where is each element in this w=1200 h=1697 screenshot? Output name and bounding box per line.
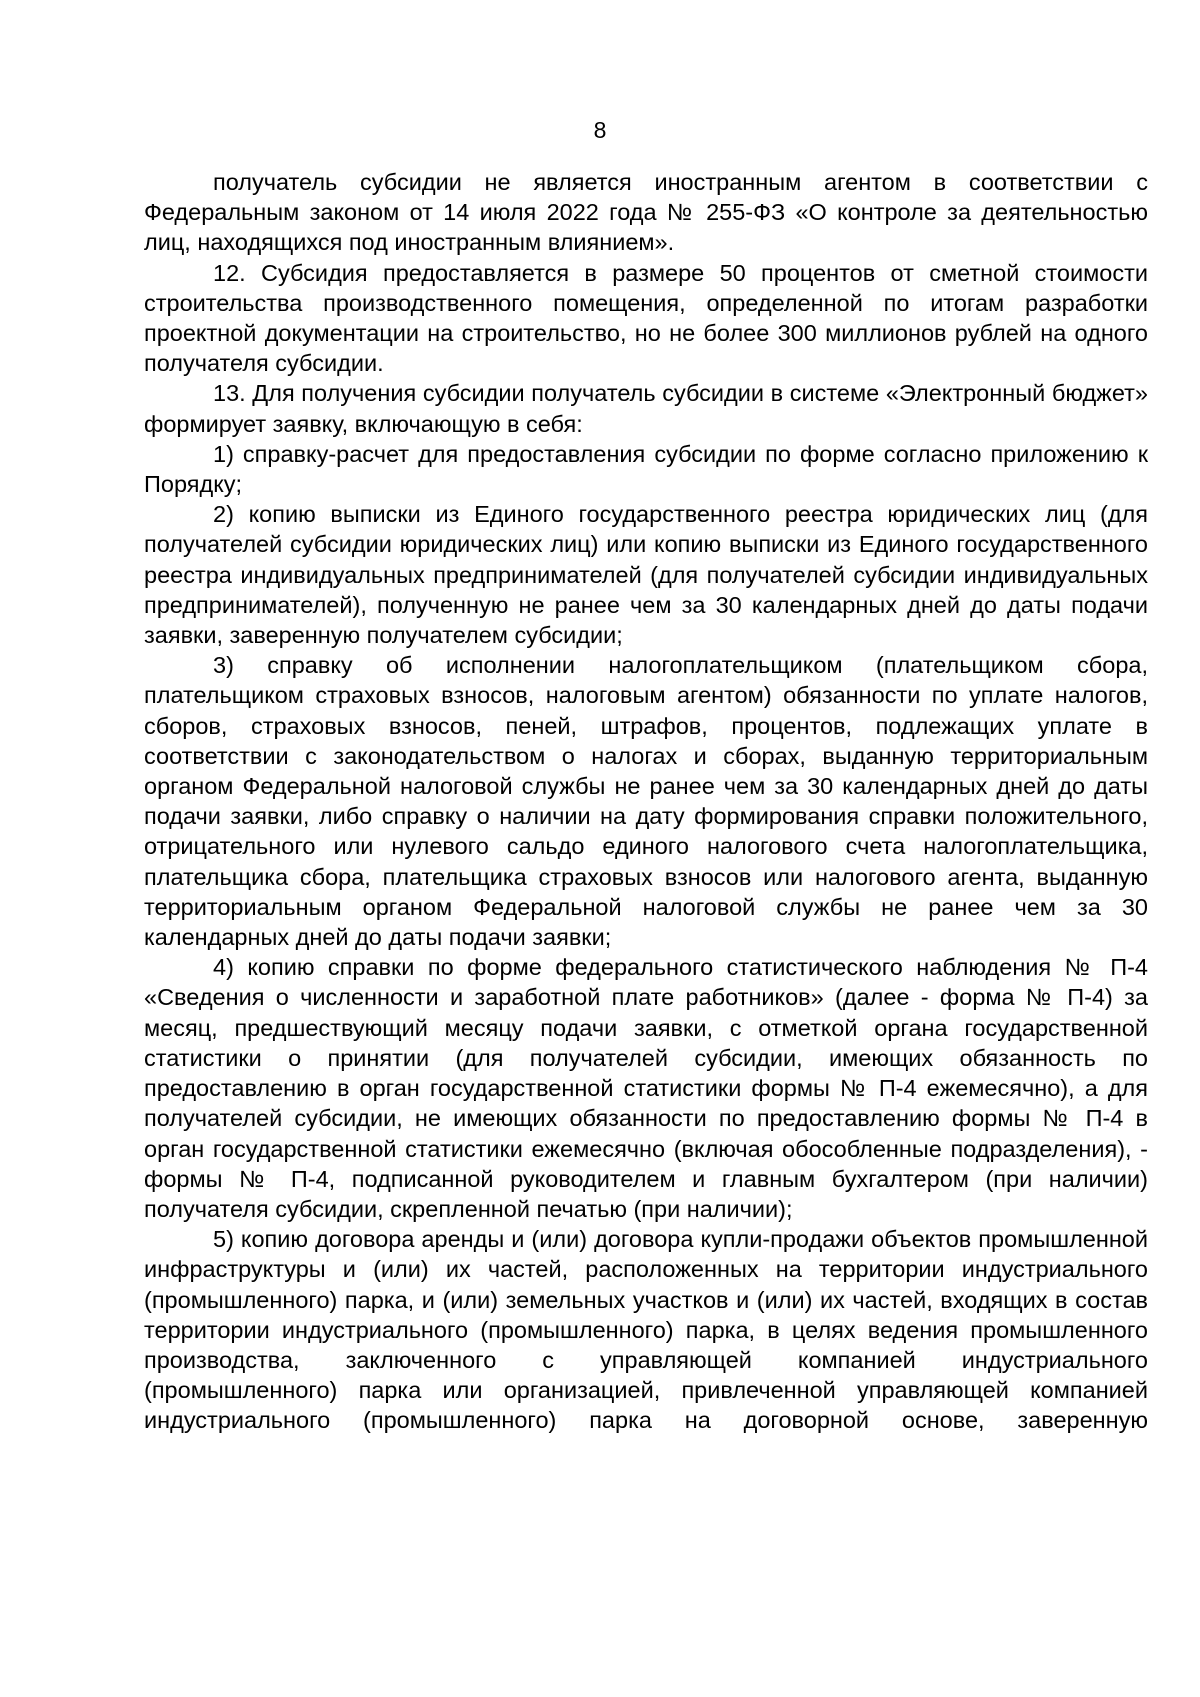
list-item-2-registry-extract: 2) копию выписки из Единого государственного реестра юридических лиц (для получателей субсидии юридических лиц) или копию выписки из Единого государственного реестра индивидуальных предпринимателей (для получателей субсидии индивидуальных предпринимателей), полученную не ранее чем за 30 календарных дней до даты подачи заявки, заверенную получателем субсидии; [144,501,1148,649]
page-number: 8 [593,117,607,143]
list-item-3-tax-certificate: 3) справку об исполнении налогоплательщиком (плательщиком сбора, плательщиком страховых взносов, налоговым агентом) обязанности по уплате налогов, сборов, страховых взносов, пеней, штрафов, процентов, подлежащих уплате в соответствии с законодательством о налогах и сборах, выданную территориальным органом Федеральной налоговой службы не ранее чем за 30 календарных дней до даты подачи заявки, либо справку о наличии на дату формирования справки положительного, отрицательного или нулевого сальдо единого налогового счета налогоплательщика, плательщика сбора, плательщика страховых взносов или налогового агента, выданную территориальным органом Федеральной налоговой службы не ранее чем за 30 календарных дней до даты подачи заявки; [144,652,1148,951]
list-item-4-statistics-form: 4) копию справки по форме федерального статистического наблюдения № П-4 «Сведения о численности и заработной плате работников» (далее - форма № П-4) за месяц, предшествующий месяцу подачи заявки, с отметкой органа государственной статистики о принятии (для получателей субсидии, имеющих обязанность по предоставлению в орган государственной статистики формы № П-4 ежемесячно), а для получателей субсидии, не имеющих обязанности по предоставлению формы № П-4 в орган государственной статистики ежемесячно (включая обособленные подразделения), - формы № П-4, подписанной руководителем и главным бухгалтером (при наличии) получателя субсидии, скрепленной печатью (при наличии); [144,954,1148,1222]
list-item-1-calculation: 1) справку-расчет для предоставления субсидии по форме согласно приложению к Порядку; [144,440,1148,498]
paragraph-13-application: 13. Для получения субсидии получатель субсидии в системе «Электронный бюджет» формирует заявку, включающую в себя: [144,380,1148,437]
document-body [144,167,1148,1436]
paragraph-12-subsidy-amount: 12. Субсидия предоставляется в размере 50 процентов от сметной стоимости строительства производственного помещения, определенной по итогам разработки проектной документации на строительство, но не более 300 миллионов рублей на одного получателя субсидии. [144,259,1148,377]
paragraph-foreign-agent-clause: получатель субсидии не является иностранным агентом в соответствии с Федеральным законом от 14 июля 2022 года № 255-ФЗ «О контроле за деятельностью лиц, находящихся под иностранным влиянием». [144,169,1148,256]
list-item-5-lease-agreement: 5) копию договора аренды и (или) договора купли-продажи объектов промышленной инфраструктуры и (или) их частей, расположенных на территории индустриального (промышленного) парка, и (или) земельных участков и (или) их частей, входящих в состав территории индустриального (промышленного) парка, в целях ведения промышленного производства, заключенного с управляющей компанией индустриального (промышленного) парка или организацией, привлеченной управляющей компанией индустриального (промышленного) парка на договорной основе, заверенную [144,1226,1148,1434]
